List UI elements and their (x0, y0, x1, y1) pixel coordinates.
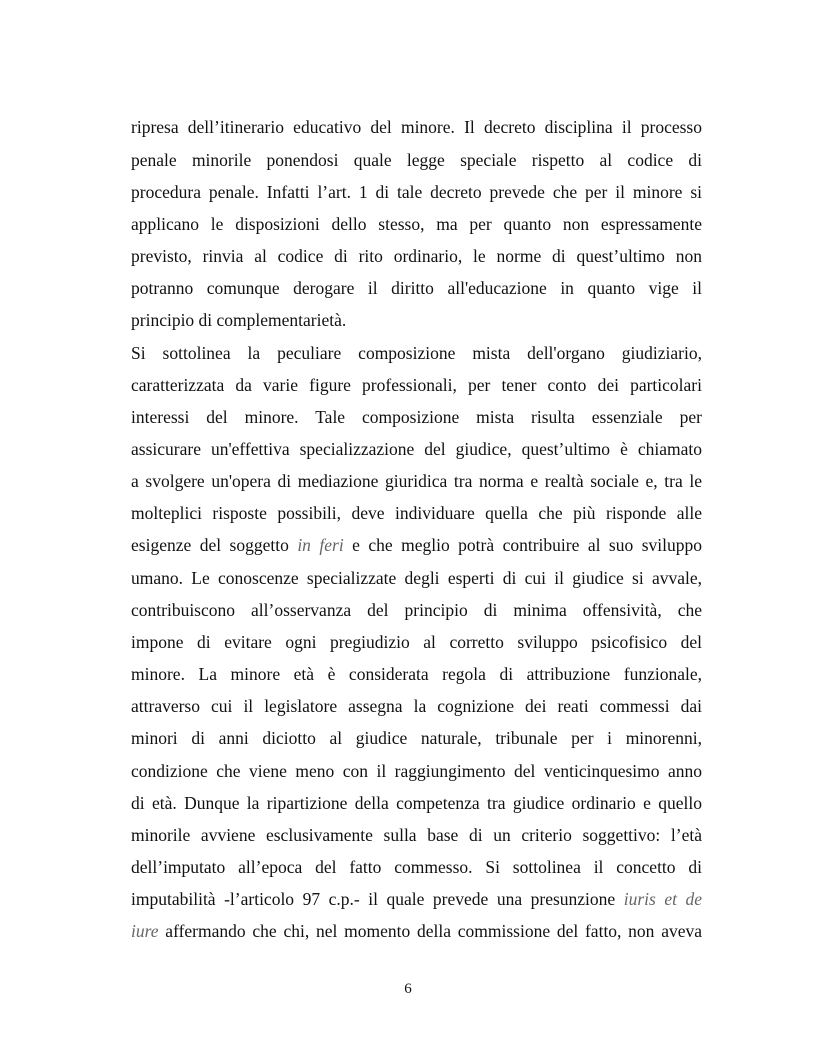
text-line: di età. Dunque la ripartizione della competenza tra giudice ordinario e quello (131, 793, 702, 813)
text-line: imputabilità -l’articolo 97 c.p.- il quale prevede una presunzione iuris et de (131, 889, 702, 909)
page-number: 6 (404, 981, 412, 997)
text-line: minore. La minore età è considerata regola di attribuzione funzionale, (131, 664, 702, 684)
text-line: esigenze del soggetto in feri e che meglio potrà contribuire al suo sviluppo (131, 535, 702, 555)
text-line: umano. Le conoscenze specializzate degli esperti di cui il giudice si avvale, (131, 568, 702, 588)
text-line: interessi del minore. Tale composizione mista risulta essenziale per (131, 407, 702, 427)
text-line: Si sottolinea la peculiare composizione mista dell'organo giudiziario, (131, 343, 702, 363)
latin-term-in-feri: in feri (297, 535, 344, 555)
latin-term-iure: iure (131, 921, 159, 941)
text-line: condizione che viene meno con il raggiungimento del venticinquesimo anno (131, 761, 702, 781)
text-line: principio di complementarietà. (131, 310, 347, 330)
text-line: impone di evitare ogni pregiudizio al corretto sviluppo psicofisico del (131, 632, 702, 652)
text-line: procedura penale. Infatti l’art. 1 di tale decreto prevede che per il minore si (131, 182, 702, 202)
text-line: iure affermando che chi, nel momento della commissione del fatto, non aveva (131, 921, 702, 941)
text-line: applicano le disposizioni dello stesso, ma per quanto non espressamente (131, 214, 702, 234)
text-line: potranno comunque derogare il diritto all'educazione in quanto vige il (131, 278, 702, 298)
text-line: penale minorile ponendosi quale legge speciale rispetto al codice di (131, 150, 702, 170)
text-line: ripresa dell’itinerario educativo del minore. Il decreto disciplina il processo (131, 117, 702, 137)
text-line: contribuiscono all’osservanza del principio di minima offensività, che (131, 600, 702, 620)
text-line: caratterizzata da varie figure professionali, per tener conto dei particolari (131, 375, 702, 395)
text-line: dell’imputato all’epoca del fatto commesso. Si sottolinea il concetto di (131, 857, 702, 877)
text-line: minorile avviene esclusivamente sulla base di un criterio soggettivo: l’età (131, 825, 702, 845)
text-line: previsto, rinvia al codice di rito ordinario, le norme di quest’ultimo non (131, 246, 702, 266)
text-line: molteplici risposte possibili, deve individuare quella che più risponde alle (131, 503, 702, 523)
text-line: a svolgere un'opera di mediazione giuridica tra norma e realtà sociale e, tra le (131, 471, 702, 491)
latin-term-iuris-et-de: iuris et de (623, 889, 702, 909)
text-line: assicurare un'effettiva specializzazione del giudice, quest’ultimo è chiamato (131, 439, 702, 459)
text-line: minori di anni diciotto al giudice naturale, tribunale per i minorenni, (131, 728, 702, 748)
text-line: attraverso cui il legislatore assegna la cognizione dei reati commessi dai (131, 696, 702, 716)
